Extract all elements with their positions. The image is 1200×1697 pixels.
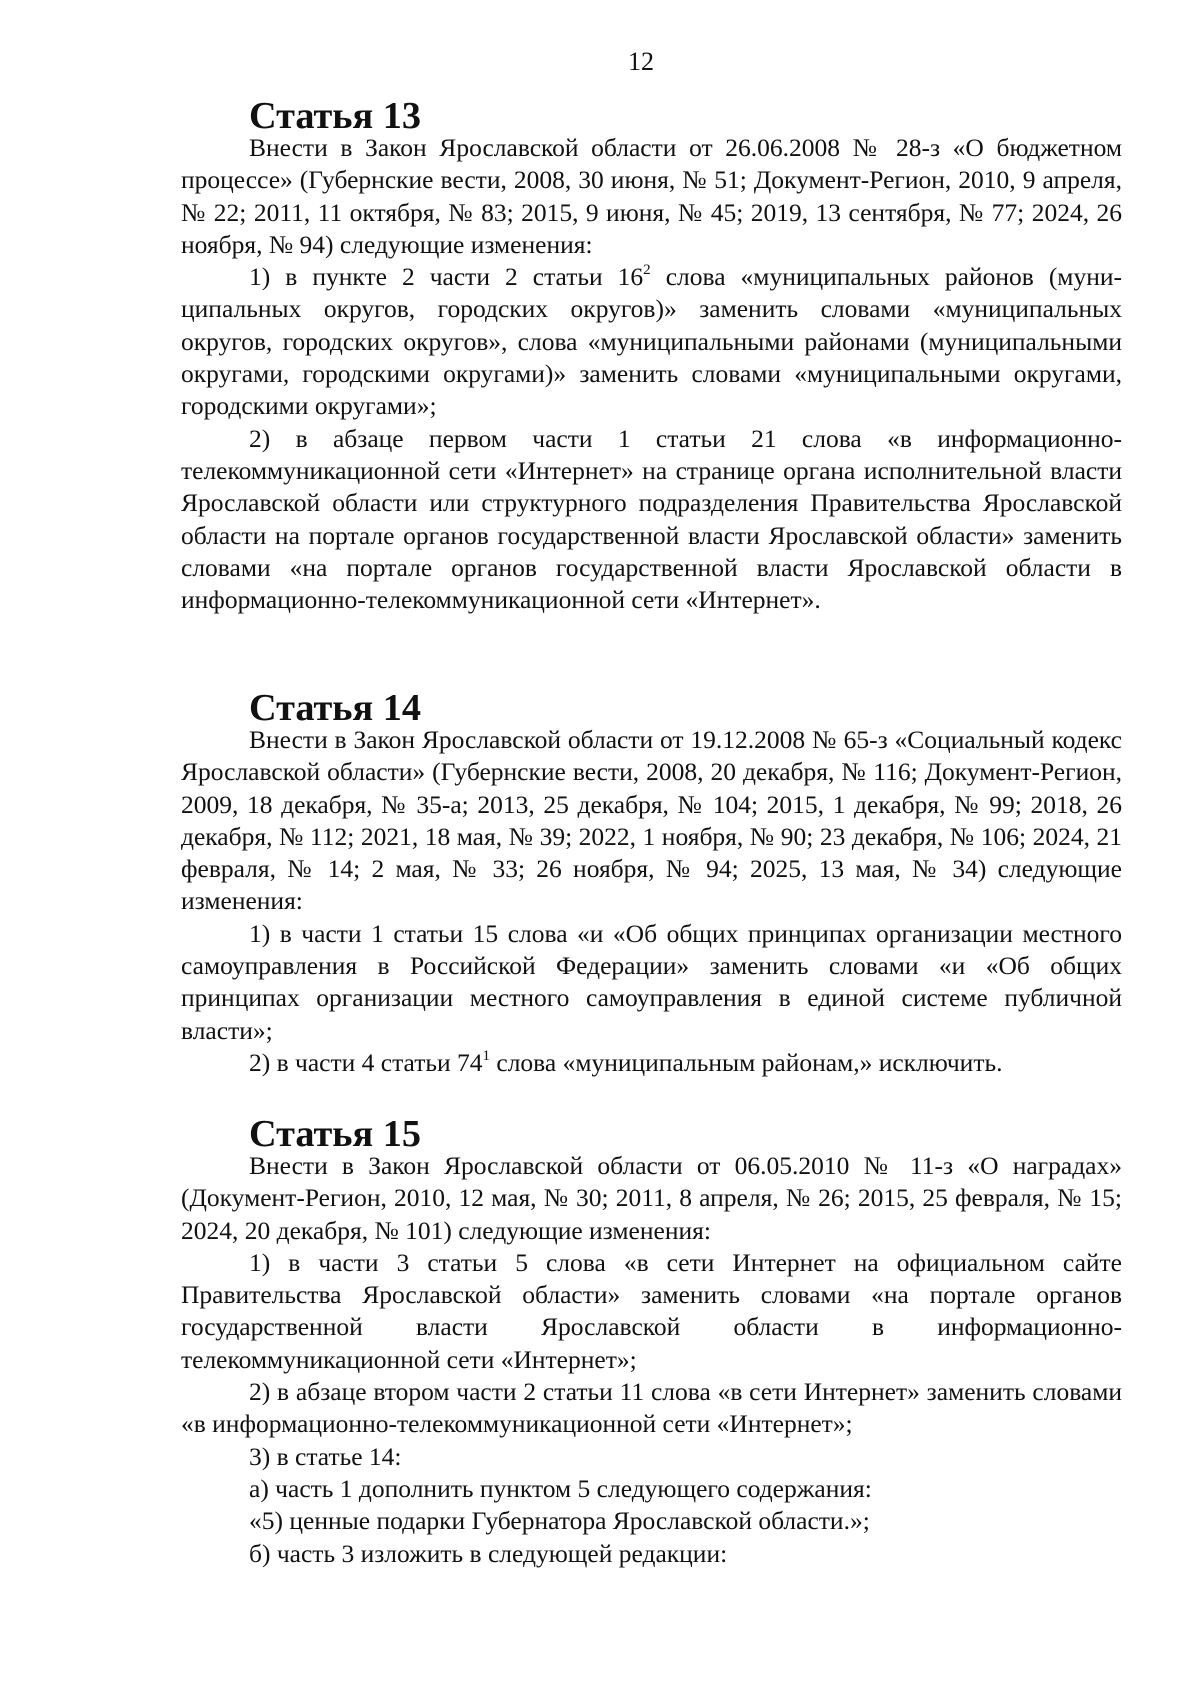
article-15-item-2: 2) в абзаце втором части 2 статьи 11 слова «в сети Интернет» заменить словами «в информационно-телекоммуникационной сети «Интернет»; [181, 1377, 1122, 1439]
article-14-item-1: 1) в части 1 статьи 15 слова «и «Об общих принципах организации местного самоуправления в Российской Федерации» заменить словами «и «Об общих принципах организации местного самоуправления в единой системе публичной власти»; [181, 918, 1122, 1045]
article-13-item-1-text: 1) в пункте 2 части 2 статьи 16 [249, 262, 644, 292]
article-15-item-3: 3) в статье 14: [249, 1441, 402, 1471]
article-14-item-2 [181, 1047, 1122, 1079]
article-14-title: Статья 14 [249, 687, 422, 729]
article-14-item-2-superscript: 1 [482, 1047, 491, 1064]
article-13-intro: Внести в Закон Ярославской области от 26.06.2008 № 28-з «О бюджетном процессе» (Губернские вести, 2008, 30 июня, № 51; Документ-Регион, 2010, 9 апреля, № 22; 2011, 11 октября, № 83; 2015, 9 июня, № 45; 2019, 13 сентября, № 77; 2024, 26 ноября, № 94) следующие изменения: [181, 133, 1122, 259]
article-13-item-1-text-cont: слова «муниципальных районов (муниципальных округов, городских округов)» заменить словами «муниципальных округов, городских округов», слова «муниципальными районами (муниципальными округами, городскими округами)» заменить словами «муниципальными округами, городскими округами»; [181, 262, 1122, 421]
article-14-item-2-text: 2) в части 4 статьи 74 [249, 1047, 483, 1077]
article-13-title: Статья 13 [249, 95, 422, 137]
article-13-item-1 [181, 261, 1122, 422]
article-14-item-2-text-cont: слова «муниципальным районам,» исключить. [490, 1047, 1003, 1077]
article-15 [181, 1113, 1122, 1570]
article-15-item-1: 1) в части 3 статьи 5 слова «в сети Интернет на официальном сайте Правительства Ярославской области» заменить словами «на портале органов государственной власти Ярославской области в информационно-телекоммуникационной сети «Интернет»; [181, 1247, 1122, 1374]
article-15-item-3a-quote: «5) ценные подарки Губернатора Ярославской области.»; [249, 1506, 870, 1536]
article-13-item-2: 2) в абзаце первом части 1 статьи 21 слова «в информационно-телекоммуникационной сети «Интернет» на странице органа исполнительной власти Ярославской области или структурного подразделения Правительства Ярославской области на портале органов государственной власти Ярославской области» заменить словами «на портале органов государственной власти Ярославской области в информационно-телекоммуникационной сети «Интернет». [181, 423, 1122, 615]
article-14 [181, 687, 1122, 1079]
article-13 [181, 95, 1122, 616]
article-13-item-1-superscript: 2 [643, 262, 651, 279]
article-15-title: Статья 15 [249, 1113, 422, 1155]
page-number: 12 [628, 47, 654, 76]
article-14-intro: Внести в Закон Ярославской области от 19.12.2008 № 65-з «Социальный кодекс Ярославской области» (Губернские вести, 2008, 20 декабря, № 116; Документ-Регион, 2009, 18 декабря, № 35-а; 2013, 25 декабря, № 104; 2015, 1 декабря, № 99; 2018, 26 декабря, № 112; 2021, 18 мая, № 39; 2022, 1 ноября, № 90; 23 декабря, № 106; 2024, 21 февраля, № 14; 2 мая, № 33; 26 ноября, № 94; 2025, 13 мая, № 34) следующие изменения: [181, 725, 1122, 916]
article-15-intro: Внести в Закон Ярославской области от 06.05.2010 № 11-з «О наградах» (Документ-Регион, 2010, 12 мая, № 30; 2011, 8 апреля, № 26; 2015, 25 февраля, № 15; 2024, 20 декабря, № 101) следующие изменения: [181, 1151, 1122, 1245]
article-15-item-3b: б) часть 3 изложить в следующей редакции: [249, 1538, 728, 1568]
article-15-item-3a: а) часть 1 дополнить пунктом 5 следующего содержания: [249, 1473, 872, 1503]
